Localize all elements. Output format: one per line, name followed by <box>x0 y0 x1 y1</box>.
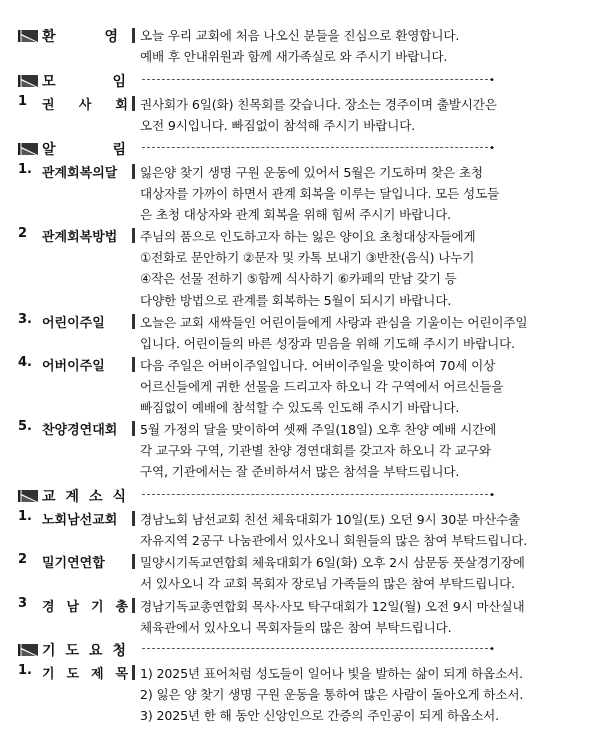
text-line: 오늘은 교회 새싹들인 어린이들에게 사랑과 관심을 기울이는 어린이주일 <box>140 315 528 330</box>
separator-bar <box>132 314 135 329</box>
section-title: 모 임 <box>42 74 126 90</box>
flag-icon <box>18 644 38 656</box>
item-number: 2 <box>18 226 28 241</box>
text-line: 1) 2025년 표어처럼 성도들이 일어나 빛을 발하는 삶이 되게 하옵소서. <box>140 666 523 681</box>
text-line: 은 초청 대상자와 관계 회복을 위해 힘써 주시기 바랍니다. <box>140 207 452 223</box>
separator-bar <box>132 357 135 372</box>
text-line: 2) 잃은 양 찾기 생명 구원 운동을 통하여 많은 사람이 돌아오게 하소서. <box>140 687 524 703</box>
separator-bar <box>132 96 135 111</box>
item-label: 어린이주일 <box>42 316 105 331</box>
text-line: 5월 가정의 달을 맞이하여 셋째 주일(18일) 오후 찬양 예배 시간에 <box>140 422 497 437</box>
text-line: ①전화로 문안하기 ②문자 및 카톡 보내기 ③반찬(음식) 나누기 <box>140 250 475 266</box>
item-number: 5. <box>18 419 32 434</box>
divider-dot: • <box>489 75 495 86</box>
dashed-divider <box>142 79 493 80</box>
item-label: 관계회복의달 <box>42 166 118 181</box>
item-text <box>140 663 562 727</box>
item-label: 밀기연연합 <box>42 556 105 571</box>
item-number: 1. <box>18 663 32 678</box>
item-text <box>140 355 558 419</box>
dashed-divider <box>142 147 493 148</box>
welcome-text <box>140 25 558 67</box>
section-title: 환 영 <box>42 29 118 45</box>
item-label: 어버이주일 <box>42 359 105 374</box>
flag-icon <box>18 30 38 42</box>
separator-bar <box>132 665 135 680</box>
separator-bar <box>132 554 135 569</box>
separator-bar <box>132 164 135 179</box>
item-text <box>140 94 558 136</box>
text-line: 3) 2025년 한 해 동안 신앙인으로 간증의 주인공이 되게 하옵소서. <box>140 708 499 724</box>
item-label: 노회남선교회 <box>42 513 118 528</box>
item-number: 2 <box>18 552 28 567</box>
item-number: 1 <box>18 94 28 109</box>
section-prayer <box>0 638 593 660</box>
item-text <box>140 226 558 311</box>
text-line: 잃은양 찾기 생명 구원 운동에 있어서 5월은 기도하며 찾은 초청 <box>140 165 483 180</box>
text-line: 주님의 품으로 인도하고자 하는 잃은 양이요 초청대상자들에게 <box>140 229 476 244</box>
text-line: 예배 후 안내위원과 함께 새가족실로 와 주시기 바랍니다. <box>140 49 448 65</box>
item-label: 관계회복방법 <box>42 230 118 245</box>
section-meeting <box>0 69 593 91</box>
flag-icon <box>18 143 38 155</box>
item-label: 찬양경연대회 <box>42 423 118 438</box>
text-line: 권사회가 6일(화) 친목회를 갖습니다. 장소는 경주이며 출발시간은 <box>140 97 497 112</box>
divider-dot: • <box>489 143 495 154</box>
text-line: 오전 9시입니다. 빠짐없이 참석해 주시기 바랍니다. <box>140 118 416 134</box>
item-text <box>140 162 558 226</box>
item-number: 1. <box>18 509 32 524</box>
separator-bar <box>132 228 135 243</box>
item-number: 4. <box>18 355 32 370</box>
separator-bar <box>132 421 135 436</box>
text-line: 경남노회 남선교회 친선 체육대회가 10일(토) 오던 9시 30분 마산수출 <box>140 512 521 527</box>
text-line: 각 교구와 구역, 기관별 찬양 경연대회를 갖고자 하오니 각 교구와 <box>140 443 491 459</box>
separator-bar <box>132 598 135 613</box>
flag-icon <box>18 490 38 502</box>
section-title: 기 도 요 청 <box>42 643 126 659</box>
text-line: 서 있사오니 각 교회 목회자 장로님 가족들의 많은 참여 부탁드립니다. <box>140 576 515 592</box>
text-line: ④작은 선물 전하기 ⑤함께 식사하기 ⑥카페의 만남 갖기 등 <box>140 271 457 287</box>
item-text <box>140 552 558 594</box>
item-text <box>140 312 558 354</box>
text-line: 다음 주일은 어버이주일입니다. 어버이주일을 맞이하여 70세 이상 <box>140 358 496 373</box>
section-notice <box>0 137 593 159</box>
flag-icon <box>18 75 38 87</box>
dashed-divider <box>142 648 493 649</box>
section-title: 교 계 소 식 <box>42 489 126 505</box>
separator-bar <box>132 511 135 526</box>
item-number: 3. <box>18 312 32 327</box>
text-line: 구역, 기관에서는 잘 준비하셔서 많은 참석을 부탁드립니다. <box>140 464 460 480</box>
text-line: 대상자를 가까이 하면서 관계 회복을 이루는 달입니다. 모든 성도들 <box>140 186 500 202</box>
item-label: 권 사 회 <box>42 98 128 113</box>
divider-dot: • <box>489 490 495 501</box>
divider-dot: • <box>489 644 495 655</box>
dashed-divider <box>142 494 493 495</box>
text-line: 다양한 방법으로 관계를 회복하는 5월이 되시기 바랍니다. <box>140 292 452 308</box>
item-number: 1. <box>18 162 32 177</box>
text-line: 자유지역 2공구 나눔관에서 있사오니 회원들의 많은 참여 부탁드립니다. <box>140 533 528 549</box>
section-church-news <box>0 484 593 506</box>
section-title: 알 림 <box>42 142 126 158</box>
item-text <box>140 419 558 483</box>
separator-bar <box>132 28 135 43</box>
item-label: 경 남 기 총 <box>42 600 128 615</box>
text-line: 체육관에서 있사오니 목회자들의 많은 참여 부탁드립니다. <box>140 620 452 636</box>
item-text <box>140 596 558 638</box>
text-line: 오늘 우리 교회에 처음 나오신 분들을 진심으로 환영합니다. <box>140 28 460 43</box>
item-text <box>140 509 558 551</box>
text-line: 어르신들에게 귀한 선물을 드리고자 하오니 각 구역에서 어르신들을 <box>140 379 504 395</box>
item-number: 3 <box>18 596 28 611</box>
item-label: 기 도 제 목 <box>42 667 128 682</box>
text-line: 빠짐없이 예배에 참석할 수 있도록 인도해 주시기 바랍니다. <box>140 400 460 416</box>
text-line: 입니다. 어린이들의 바른 성장과 믿음을 위해 기도해 주시기 바랍니다. <box>140 336 515 352</box>
text-line: 경남기독교총연합회 목사·사모 탁구대회가 12일(월) 오전 9시 마산실내 <box>140 599 525 614</box>
text-line: 밀양시기독교연합회 체육대회가 6일(화) 오후 2시 삼문동 풋살경기장에 <box>140 555 525 570</box>
